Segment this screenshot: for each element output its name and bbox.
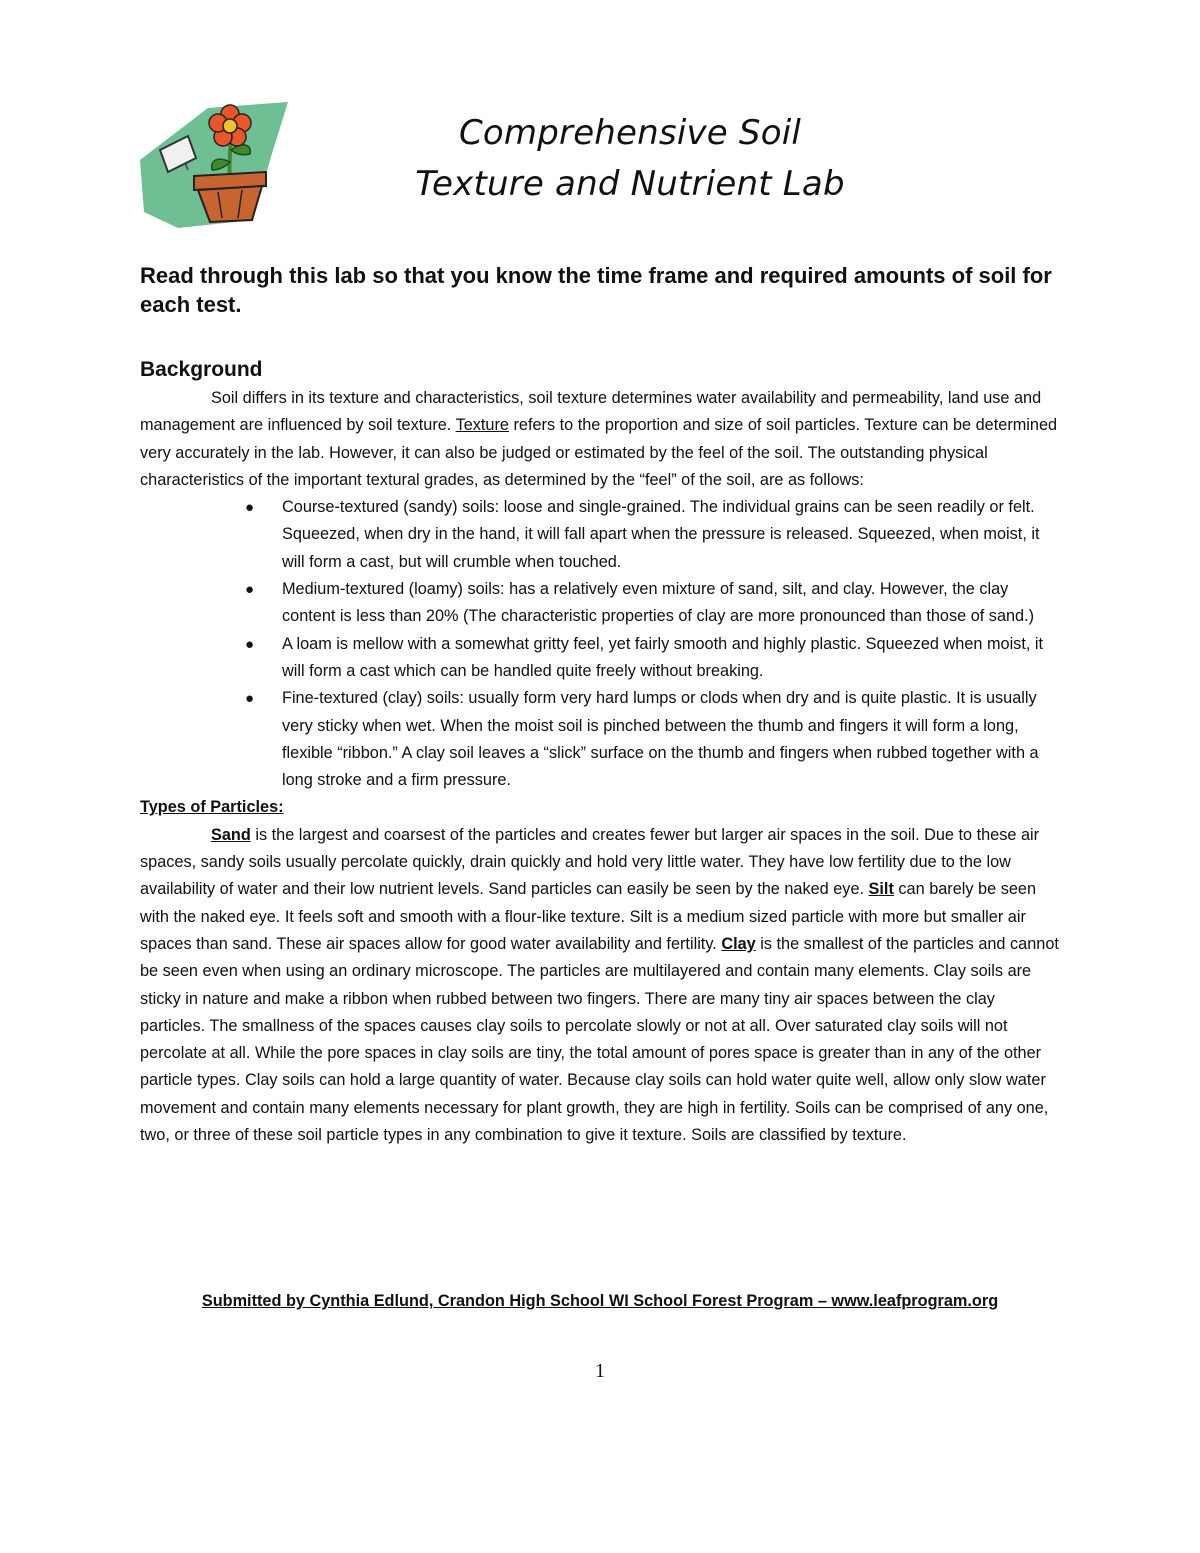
silt-term: Silt xyxy=(868,880,894,899)
background-text-b: refers to the proportion and size of soil particles. Texture can be determined very accurately in the lab. However, it can also be judged or estimated by the feel of the soil. The outstanding physical characteristics of the important textural grades, as determined by the “feel” of the soil, are as follows: xyxy=(140,416,1058,489)
texture-grades-list xyxy=(140,494,1060,794)
flower-pot-clipart-icon xyxy=(138,100,288,228)
intro-instruction: Read through this lab so that you know the time frame and required amounts of soil for each test. xyxy=(140,263,1052,317)
list-item xyxy=(245,576,1060,631)
background-text-a: Soil differs in its texture and characteristics, soil texture determines water availability and permeability, land use and management are influenced by soil texture. xyxy=(140,389,1042,435)
list-item xyxy=(245,685,1060,794)
types-of-particles-heading: Types of Particles: xyxy=(140,798,284,817)
sand-term: Sand xyxy=(211,825,251,844)
list-item-text: A loam is mellow with a somewhat gritty feel, yet fairly smooth and highly plastic. Squeezed when moist, it will form a cast which can be handled quite freely without breaking. xyxy=(282,634,1044,680)
texture-term: Texture xyxy=(455,416,509,435)
list-item-text: Fine-textured (clay) soils: usually form very hard lumps or clods when dry and is quite plastic. It is usually very sticky when wet. When the moist soil is pinched between the thumb and fingers it will form a long, flexible “ribbon.” A clay soil leaves a “slick” surface on the thumb and fingers when rubbed together with a long stroke and a firm pressure. xyxy=(282,689,1039,790)
background-body xyxy=(140,385,1060,1149)
particles-paragraph xyxy=(140,822,1060,1150)
list-item xyxy=(245,631,1060,686)
bullet-icon: ● xyxy=(245,635,255,653)
silt-description: can barely be seen with the naked eye. It feels soft and smooth with a flour-like texture. Silt is a medium sized particle with more but smaller air spaces than sand. These air spaces allow for good water availability and fertility. xyxy=(140,880,1036,953)
bullet-icon: ● xyxy=(245,690,255,708)
list-item-text: Course-textured (sandy) soils: loose and single-grained. The individual grains can be seen readily or felt. Squeezed, when dry in the hand, it will fall apart when the pressure is released. Squeezed, when moist, it will form a cast, but will crumble when touched. xyxy=(282,498,1040,571)
clay-description: is the smallest of the particles and cannot be seen even when using an ordinary microscope. The particles are multilayered and contain many elements. Clay soils are sticky in nature and make a ribbon when rubbed between two fingers. There are many tiny air spaces between the clay particles. The smallness of the spaces causes clay soils to percolate slowly or not at all. Over saturated clay soils will not percolate at all. While the pore spaces in clay soils are tiny, the total amount of pores space is greater than in any of the other particle types. Clay soils can hold a large quantity of water. Because clay soils can hold water quite well, allow only slow water movement and contain many elements necessary for plant growth, they are high in fertility. Soils can be comprised of any one, two, or three of these soil particle types in any combination to give it texture. Soils are classified by texture. xyxy=(140,934,1059,1145)
title-line-2: Texture and Nutrient Lab xyxy=(415,164,845,204)
list-item-text: Medium-textured (loamy) soils: has a relatively even mixture of sand, silt, and clay. However, the clay content is less than 20% (The characteristic properties of clay are more pronounced than those of sand.) xyxy=(282,580,1035,626)
title-line-1: Comprehensive Soil xyxy=(458,113,802,153)
bullet-icon: ● xyxy=(245,499,255,517)
page-number: 1 xyxy=(595,1360,605,1382)
particles-label xyxy=(140,794,1060,821)
background-heading: Background xyxy=(140,358,263,381)
sand-description: is the largest and coarsest of the particles and creates fewer but larger air spaces in the soil. Due to these air spaces, sandy soils usually percolate quickly, drain quickly and hold very little water. They have low fertility due to the low availability of water and their low nutrient levels. Sand particles can easily be seen by the naked eye. xyxy=(140,825,1040,899)
document-title xyxy=(330,108,930,210)
submission-credit: Submitted by Cynthia Edlund, Crandon High School WI School Forest Program – www.leafprogram.org xyxy=(201,1292,999,1310)
clay-term: Clay xyxy=(721,934,756,953)
bullet-icon: ● xyxy=(245,581,255,599)
list-item xyxy=(245,494,1060,576)
background-paragraph xyxy=(140,385,1060,494)
